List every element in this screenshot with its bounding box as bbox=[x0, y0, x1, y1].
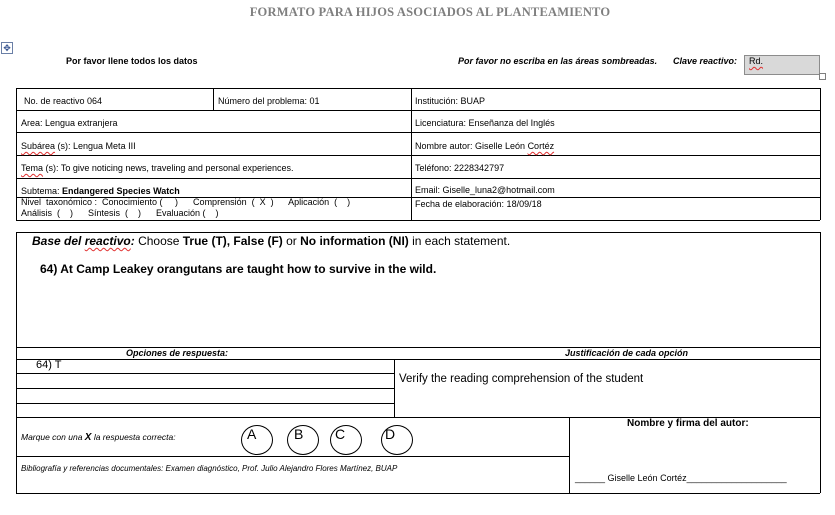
nombre-autor: Nombre autor: Giselle León Cortéz bbox=[415, 141, 555, 151]
question-text: 64) At Camp Leakey orangutans are taught how to survive in the wild. bbox=[40, 262, 437, 276]
option-letter-c: C bbox=[335, 426, 346, 442]
reactivo-number: No. de reactivo 064 bbox=[24, 96, 103, 106]
clave-label: Clave reactivo: bbox=[673, 56, 738, 66]
option-circle-a[interactable] bbox=[241, 425, 273, 455]
table-border bbox=[820, 88, 821, 220]
table-border bbox=[16, 88, 820, 89]
opciones-header: Opciones de respuesta: bbox=[126, 348, 229, 358]
table-move-icon[interactable]: ✥ bbox=[1, 42, 13, 54]
table-border bbox=[16, 132, 820, 133]
clave-field[interactable] bbox=[744, 55, 820, 75]
table-border bbox=[16, 110, 820, 111]
justification-text: Verify the reading comprehension of the student bbox=[399, 373, 644, 385]
table-border bbox=[820, 232, 821, 493]
option-letter-d: D bbox=[385, 426, 396, 442]
option-letter-a: A bbox=[247, 426, 257, 442]
table-border bbox=[16, 220, 820, 221]
resize-handle-icon[interactable] bbox=[819, 73, 826, 80]
fill-all-notice: Por favor llene todos los datos bbox=[66, 56, 198, 66]
licenciatura: Licenciatura: Enseñanza del Inglés bbox=[415, 118, 555, 128]
table-border bbox=[16, 232, 17, 493]
fecha-elaboracion: Fecha de elaboración: 18/09/18 bbox=[415, 199, 542, 209]
author-signature: ______ Giselle León Cortéz____________________ bbox=[575, 473, 787, 483]
subtema: Subtema: Endangered Species Watch bbox=[21, 186, 180, 196]
nivel-taxonomico-line2: Análisis ( ) Síntesis ( ) Evaluación ( ) bbox=[21, 208, 219, 218]
table-border bbox=[16, 373, 394, 374]
institucion: Institución: BUAP bbox=[415, 96, 486, 106]
table-border bbox=[394, 359, 395, 417]
table-border bbox=[16, 88, 17, 220]
marque-instruction: Marque con una X la respuesta correcta: bbox=[21, 432, 176, 443]
table-border bbox=[16, 456, 569, 457]
answer-option-1: 64) T bbox=[36, 359, 62, 371]
form-title: FORMATO PARA HIJOS ASOCIADOS AL PLANTEAMIENTO bbox=[249, 5, 611, 19]
table-border bbox=[411, 88, 412, 220]
table-border bbox=[569, 417, 570, 493]
base-reactivo: Base del reactivo: Choose True (T), False (F) or No information (NI) in each statement. bbox=[32, 234, 511, 248]
telefono: Teléfono: 2228342797 bbox=[415, 163, 505, 173]
nombre-firma-label: Nombre y firma del autor: bbox=[627, 418, 749, 429]
justificacion-header: Justificación de cada opción bbox=[565, 348, 689, 358]
table-border bbox=[16, 388, 394, 389]
option-letter-b: B bbox=[294, 426, 304, 442]
bibliografia: Bibliografía y referencias documentales: Examen diagnóstico, Prof. Julio Alejandro Flores Martínez, BUAP bbox=[21, 464, 398, 473]
email: Email: Giselle_luna2@hotmail.com bbox=[415, 185, 555, 195]
table-border bbox=[213, 88, 214, 110]
table-border bbox=[16, 155, 820, 156]
table-border bbox=[16, 493, 820, 494]
table-border bbox=[16, 359, 820, 360]
area: Area: Lengua extranjera bbox=[21, 118, 118, 128]
tema: Tema (s): To give noticing news, traveling and personal experiences. bbox=[21, 163, 294, 173]
nivel-taxonomico-line1: Nivel taxonómico : Conocimiento ( ) Comprensión ( X ) Aplicación ( ) bbox=[21, 197, 351, 207]
no-write-notice: Por favor no escriba en las áreas sombreadas. bbox=[458, 56, 658, 66]
table-border bbox=[16, 232, 820, 233]
table-border bbox=[16, 403, 394, 404]
problema-number: Número del problema: 01 bbox=[218, 96, 320, 106]
clave-value: Rd. bbox=[749, 56, 764, 66]
subarea: Subárea (s): Lengua Meta III bbox=[21, 141, 136, 151]
table-border bbox=[16, 178, 820, 179]
